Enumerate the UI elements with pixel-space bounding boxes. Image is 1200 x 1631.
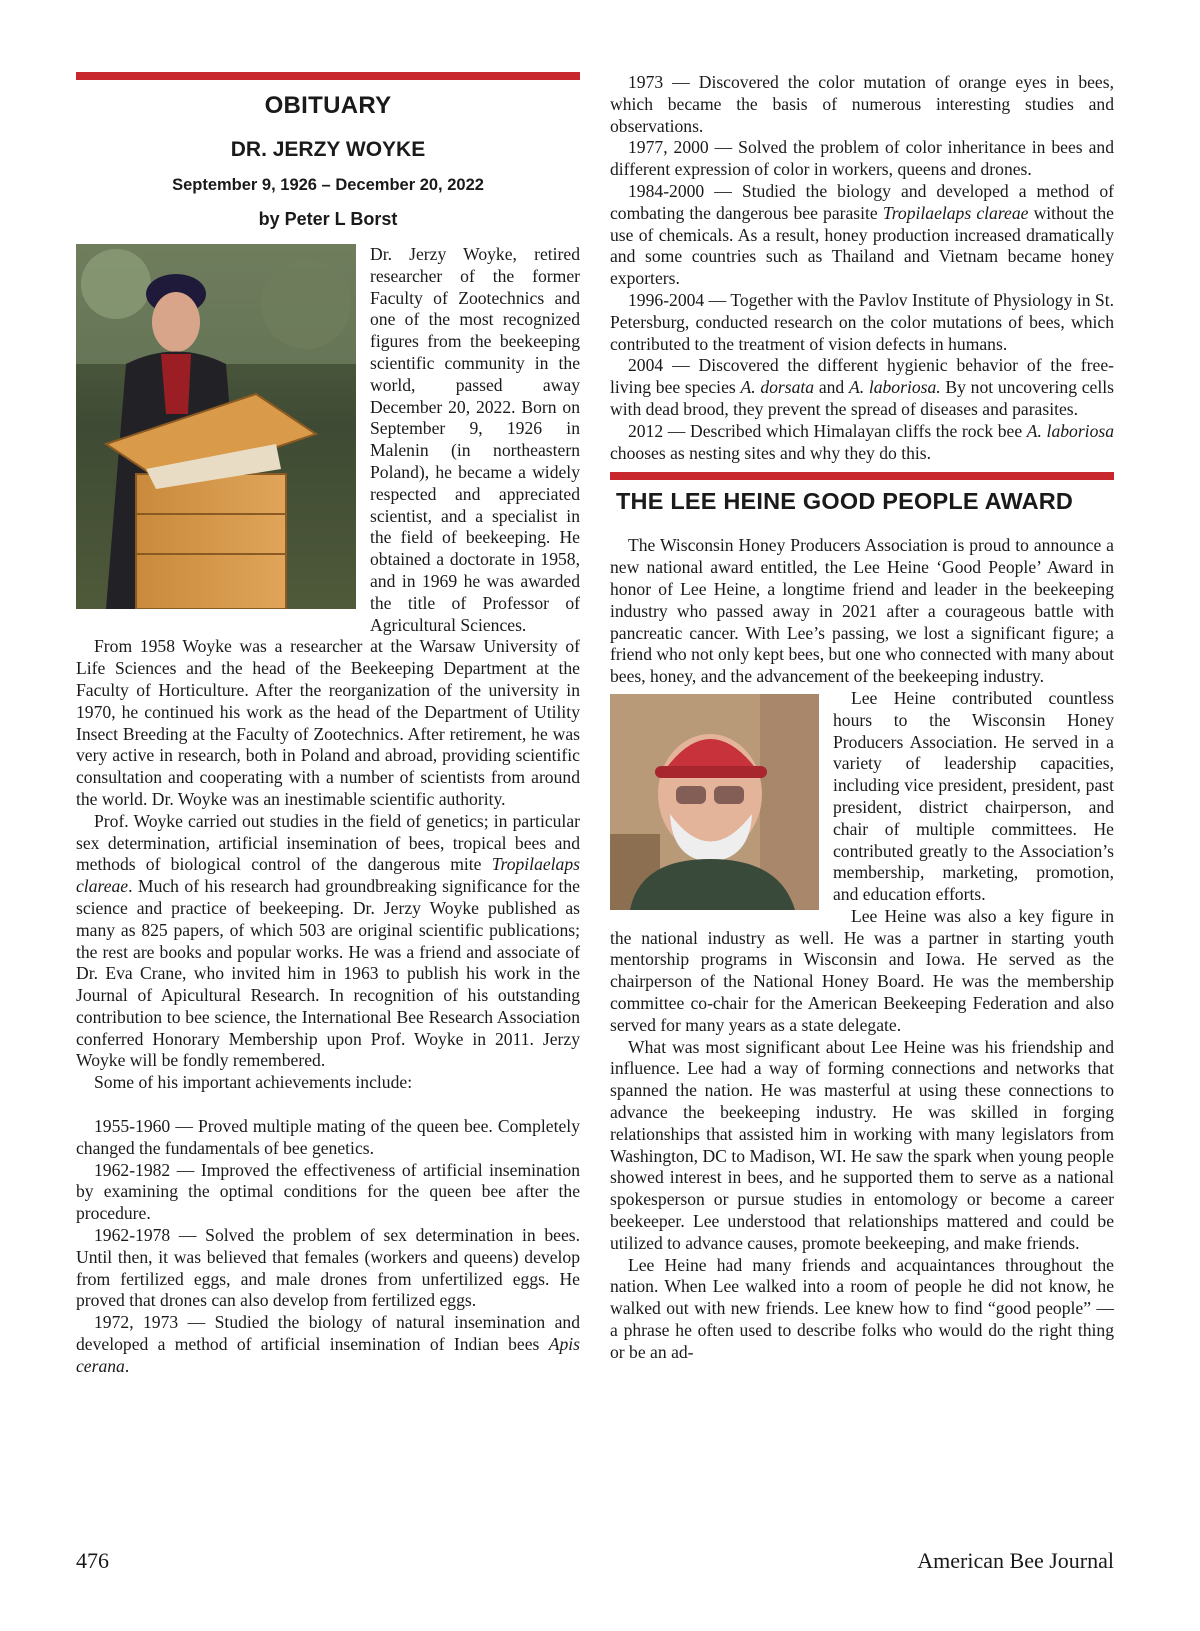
achievement-item <box>610 355 1114 420</box>
spacer <box>76 1094 580 1116</box>
achievements-intro: Some of his important achievements include: <box>94 1072 413 1093</box>
achievement-item <box>76 1312 580 1377</box>
species-name: Tropilaelaps clareae <box>76 854 580 897</box>
text-run: 2012 — Described which Himalayan cliffs the rock bee <box>628 420 1027 441</box>
award-paragraph-4: What was most significant about Lee Heine was his friendship and influence. Lee had a way of forming connections and networks that spanned the nation. He was masterful at using these connections to advance the beekeeping industry. He was skilled in forging relationships that assisted him in working with many legislators from Washington, DC to Madison, WI. He saw the spark when young people showed interest in bees, and he supported them to serve as a national spokesperson or pursue studies in entomology or become a career beekeeper. Lee understood that relationships mattered and could be utilized to advance causes, promote beekeeping, and make friends. <box>610 1036 1114 1253</box>
species-name: Tropilaelaps clareae <box>882 202 1029 223</box>
text-run: 1972, 1973 — Studied the biology of natural insemination and developed a method of artificial insemination of Indian bees <box>76 1312 580 1355</box>
text-run: By not uncovering cells with dead brood, they prevent the spread of diseases and parasites. <box>610 377 1114 419</box>
award-paragraph-2: Lee Heine contributed countless hours to the Wisconsin Honey Producers Association. He served in a variety of leadership capacities, including vice president, president, past president, district chairperson, and chair of multiple committees. He contributed greatly to the Association’s membership, marketing, promotion, and education efforts. <box>833 687 1114 905</box>
achievement-item: 1973 — Discovered the color mutation of orange eyes in bees, which became the basis of numerous interesting studies and observations. <box>610 72 1114 136</box>
obituary-name: DR. JERZY WOYKE <box>230 138 426 161</box>
life-dates: September 9, 1926 – December 20, 2022 <box>172 176 484 194</box>
award-paragraph-1: The Wisconsin Honey Producers Association is proud to announce a new national award entitled, the Lee Heine ‘Good People’ Award in honor of Lee Heine, a longtime friend and leader in the beekeeping industry who passed away in 2021 after a courageous battle with pancreatic cancer. With Lee’s passing, we lost a significant figure; a friend who not only kept bees, but one who connected with many about bees, honey, and the advancement of the beekeeping industry. <box>610 535 1114 687</box>
achievement-item: 1996-2004 — Together with the Pavlov Institute of Physiology in St. Petersburg, conducted research on the color mutations of bees, which contributed to the treatment of vision defects in humans. <box>610 289 1114 354</box>
species-name: Apis cerana <box>76 1334 580 1376</box>
species-name: A. laboriosa. <box>848 377 941 398</box>
page-number: 476 <box>76 1548 109 1573</box>
heine-photo <box>610 694 819 910</box>
achievement-item: 1955-1960 — Proved multiple mating of the queen bee. Completely changed the fundamentals of bee genetics. <box>76 1116 580 1158</box>
achievement-item <box>610 181 1114 290</box>
achievement-item: 1962-1982 — Improved the effectiveness of artificial insemination by examining the optimal conditions for the queen bee after the procedure. <box>76 1159 580 1224</box>
text-run: and <box>814 377 849 398</box>
text-run: 2004 — Discovered the different hygienic behavior of the free-living bee species <box>610 355 1114 398</box>
achievement-item <box>610 421 1114 465</box>
obituary-paragraph-3 <box>76 811 580 1073</box>
obituary-paragraph-2: From 1958 Woyke was a researcher at the Warsaw University of Life Sciences and the head of the Beekeeping Department at the Faculty of Horticulture. After the reorganization of the university in 1970, he continued his work as the head of the Department of Utility Insect Breeding at the Faculty of Zootechnics. After retirement, he was very active in research, both in Poland and abroad, providing scientific consultation and cooperating with a number of scientists from around the world. Dr. Woyke was an inestimable scientific authority. <box>76 636 580 809</box>
award-paragraph-5: Lee Heine had many friends and acquaintances throughout the nation. When Lee walked into a room of people he did not know, he walked out with new friends. Lee knew how to find “good people” — a phrase he often used to describe folks who would do the right thing or be an ad- <box>610 1254 1114 1362</box>
section-title: OBITUARY <box>264 92 392 119</box>
text-run: . <box>124 1355 130 1376</box>
award-title: THE LEE HEINE GOOD PEOPLE AWARD <box>616 488 1074 515</box>
section-rule <box>76 72 580 80</box>
obituary-paragraph-1: Dr. Jerzy Woyke, retired researcher of the former Faculty of Zootechnics and one of the most recognized figures from the beekeeping scientific community in the world, passed away December 20, 2022. Born on September 9, 1926 in Malenin (in northeastern Poland), he became a widely respected and appreciated scientist, and a specialist in the field of beekeeping. He obtained a doctorate in 1958, and in 1969 he was awarded the title of Professor of Agricultural Sciences. <box>370 244 580 635</box>
achievement-item: 1977, 2000 — Solved the problem of color inheritance in bees and different expression of color in workers, queens and drones. <box>610 137 1114 180</box>
left-column <box>76 72 580 1378</box>
text-run: chooses as nesting sites and why they do this. <box>610 442 932 463</box>
byline: by Peter L Borst <box>258 209 398 229</box>
right-column <box>610 72 1114 1364</box>
section-rule <box>610 472 1114 480</box>
species-name: A. laboriosa <box>1026 420 1115 441</box>
text-run: Prof. Woyke carried out studies in the field of genetics; in particular sex determination, artificial insemination of bees, tropical bees and methods of biological control of the dangerous mite <box>76 810 580 875</box>
text-run: 1984-2000 — Studied the biology and developed a method of combating the dangerous bee parasite <box>610 180 1114 223</box>
woyke-photo <box>76 244 356 609</box>
text-run: without the use of chemicals. As a result, honey production increased dramatically and some countries such as Thailand and Vietnam became honey exporters. <box>610 202 1114 289</box>
journal-name: American Bee Journal <box>917 1548 1114 1573</box>
achievement-item: 1962-1978 — Solved the problem of sex determination in bees. Until then, it was believed that females (workers and queens) develop from fertilized eggs, and male drones from unfertilized eggs. He proved that drones can also develop from fertilized eggs. <box>76 1225 580 1311</box>
species-name: A. dorsata <box>740 377 815 398</box>
award-paragraph-3: Lee Heine was also a key figure in the national industry as well. He was a partner in starting youth mentorship programs in Wisconsin and Iowa. He served as the chairperson of the National Honey Board. He was the membership committee co-chair for the American Beekeeping Federation and also served for many years as a state delegate. <box>610 905 1114 1035</box>
text-run: . Much of his research had groundbreaking significance for the science and practice of beekeeping. Dr. Jerzy Woyke published as many as 825 papers, of which 503 are original scientific publications; the rest are books and popular works. He was a friend and associate of Dr. Eva Crane, who invited him in 1963 to publish his work in the Journal of Apicultural Research. In recognition of his outstanding contribution to bee science, the International Bee Research Association conferred Honorary Membership upon Prof. Woyke in 2011. Jerzy Woyke will be fondly remembered. <box>76 876 580 1071</box>
